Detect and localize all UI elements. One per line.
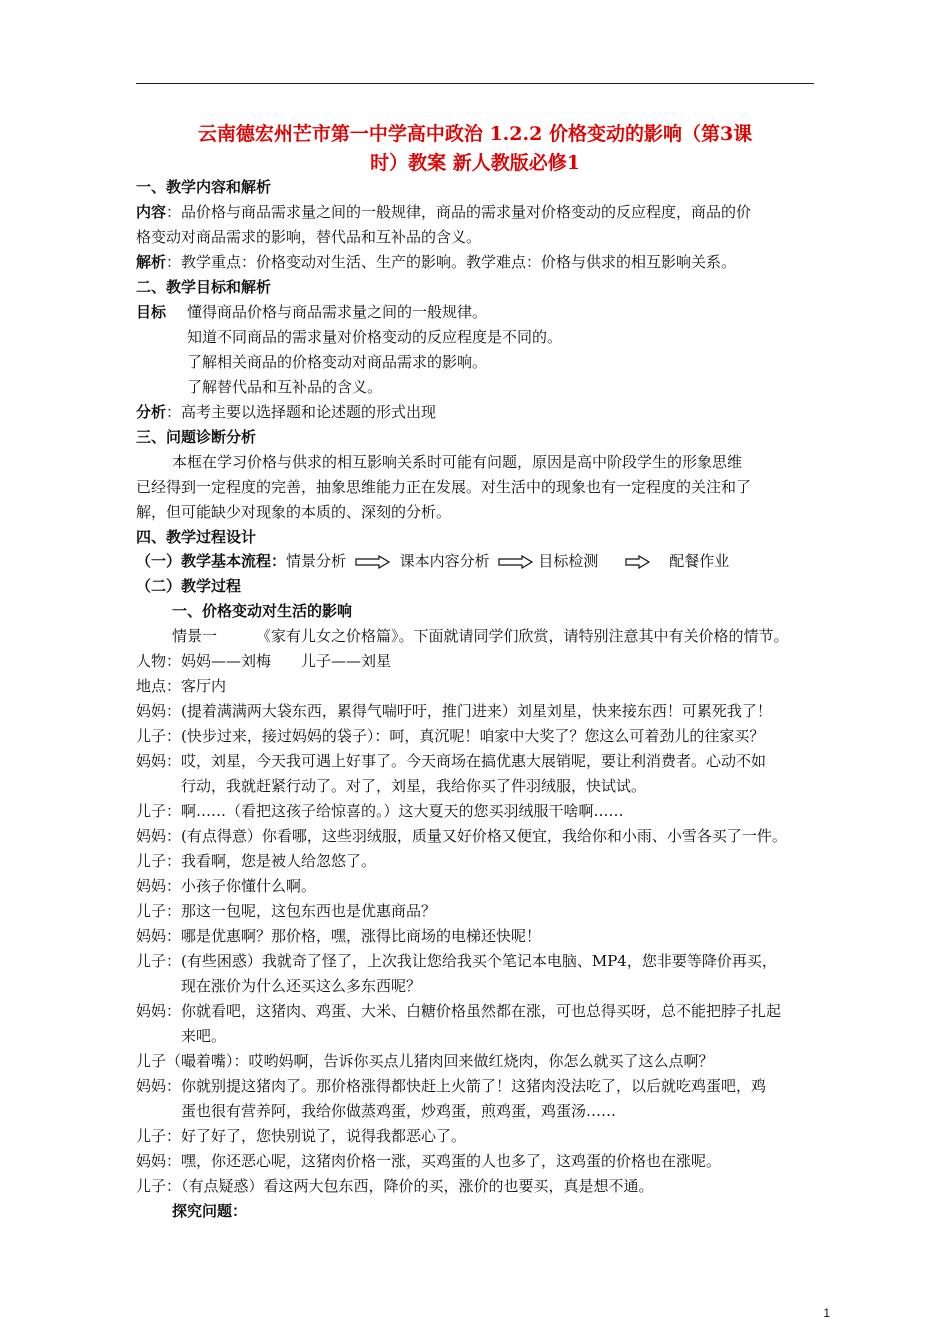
scene-label: 情景一 xyxy=(172,627,218,645)
analysis-label: 解析 xyxy=(136,253,167,271)
section-4-heading: 四、教学过程设计 xyxy=(136,528,257,546)
diagnosis-line: 解，但可能缺少对现象的本质的、深刻的分析。 xyxy=(136,503,452,521)
place-line: 地点：客厅内 xyxy=(136,677,227,695)
analysis-2-label: 分析 xyxy=(136,403,167,421)
arrow-right-icon xyxy=(355,555,391,569)
diagnosis-line: 本框在学习价格与供求的相互影响关系时可能有问题，原因是高中阶段学生的形象思维 xyxy=(172,453,743,471)
dialogue-line: 行动，我就赶紧行动了。对了，刘星，我给你买了件羽绒服，快试试。 xyxy=(136,777,647,795)
analysis-2-text: ：高考主要以选择题和论述题的形式出现 xyxy=(166,403,437,421)
goal-item: 了解替代品和互补品的含义。 xyxy=(187,378,383,396)
diagnosis-line: 已经得到一定程度的完善，抽象思维能力正在发展。对生活中的现象也有一定程度的关注和了 xyxy=(136,478,752,496)
dialogue-line: 妈妈：你就别提这猪肉了。那价格涨得都快赶上火箭了！这猪肉没法吃了，以后就吃鸡蛋吧，鸡 xyxy=(136,1077,767,1095)
dialogue-line: 现在涨价为什么还买这么多东西呢？ xyxy=(136,977,422,995)
goal-label: 目标 xyxy=(136,303,167,321)
flow-step: 配餐作业 xyxy=(669,552,730,570)
analysis-line xyxy=(136,251,736,273)
flow-label: （一）教学基本流程： xyxy=(136,552,287,570)
dialogue-line: 妈妈：嘿，你还恶心呢，这猪肉价格一涨，买鸡蛋的人也多了，这鸡蛋的价格也在涨呢。 xyxy=(136,1152,722,1170)
characters-line: 人物：妈妈——刘梅 儿子——刘星 xyxy=(136,652,392,670)
dialogue-line: 儿子：（有点疑惑）看这两大包东西，降价的买，涨价的也要买，真是想不通。 xyxy=(136,1177,654,1195)
dialogue-line: 妈妈：哎，刘星，今天我可遇上好事了。今天商场在搞优惠大展销呢，要让利消费者。心动不如 xyxy=(136,752,767,770)
content-label: 内容 xyxy=(136,203,167,221)
content-line-2: 格变动对商品需求的影响，替代品和互补品的含义。 xyxy=(136,228,482,246)
dialogue-line: 儿子（嘬着嘴）：哎哟妈啊，告诉你买点儿猪肉回来做红烧肉，你怎么就买了这么点啊？ xyxy=(136,1052,714,1070)
goal-item: 知道不同商品的需求量对价格变动的反应程度是不同的。 xyxy=(187,328,563,346)
dialogue-line: 妈妈：你就看吧，这猪肉、鸡蛋、大米、白糖价格虽然都在涨，可也总得买呀，总不能把脖子扎起 xyxy=(136,1002,782,1020)
dialogue-line: 儿子：啊……（看把这孩子给惊喜的。）这大夏天的您买羽绒服干啥啊…… xyxy=(136,802,624,820)
flow-step: 课本内容分析 xyxy=(399,552,490,570)
section-2-heading: 二、教学目标和解析 xyxy=(136,278,272,296)
scene-text: 《家有儿女之价格篇》。下面就请同学们欣赏，请特别注意其中有关价格的情节。 xyxy=(256,627,789,645)
analysis-text: ：教学重点：价格变动对生活、生产的影响。教学难点：价格与供求的相互影响关系。 xyxy=(166,253,737,271)
dialogue-line: 儿子：好了好了，您快别说了，说得我都恶心了。 xyxy=(136,1127,467,1145)
flow-step: 情景分析 xyxy=(286,552,347,570)
analysis-2-line xyxy=(136,401,436,423)
dialogue-line: 儿子：(有些困惑）我就奇了怪了，上次我让您给我买个笔记本电脑、MP4，您非要等降价再买， xyxy=(136,952,777,970)
content-text-1: ：品价格与商品需求量之间的一般规律，商品的需求量对价格变动的反应程度，商品的价 xyxy=(166,203,752,221)
subsection-heading: 一、价格变动对生活的影响 xyxy=(172,602,353,620)
explore-heading: 探究问题： xyxy=(172,1202,248,1220)
title-line-1: 云南德宏州芒市第一中学高中政治 1.2.2 价格变动的影响（第3课 xyxy=(197,123,753,145)
goal-item: 了解相关商品的价格变动对商品需求的影响。 xyxy=(187,353,488,371)
dialogue-line: 蛋也很有营养阿，我给你做蒸鸡蛋，炒鸡蛋，煎鸡蛋，鸡蛋汤…… xyxy=(136,1102,617,1120)
section-3-heading: 三、问题诊断分析 xyxy=(136,428,257,446)
document-title xyxy=(136,120,814,178)
flow-line xyxy=(136,550,729,572)
dialogue-line: 妈妈：(提着满满两大袋东西，累得气喘吁吁，推门进来）刘星刘星，快来接东西！可累死我了！ xyxy=(136,702,772,720)
arrow-right-icon xyxy=(625,555,651,569)
header-rule xyxy=(136,83,814,84)
content-line-1 xyxy=(136,201,751,223)
goal-item: 懂得商品价格与商品需求量之间的一般规律。 xyxy=(187,303,488,321)
dialogue-line: 妈妈：哪是优惠啊？那价格，嘿，涨得比商场的电梯还快呢！ xyxy=(136,927,542,945)
page-number: 1 xyxy=(823,1306,830,1320)
dialogue-line: 来吧。 xyxy=(136,1027,227,1045)
dialogue-line: 儿子：那这一包呢，这包东西也是优惠商品？ xyxy=(136,902,437,920)
section-1-heading: 一、教学内容和解析 xyxy=(136,178,272,196)
dialogue-line: 妈妈：(有点得意）你看哪，这些羽绒服，质量又好价格又便宜，我给你和小雨、小雪各买了一件。 xyxy=(136,827,787,845)
title-line-2: 时）教案 新人教版必修1 xyxy=(370,152,580,174)
dialogue-line: 儿子：我看啊，您是被人给忽悠了。 xyxy=(136,852,377,870)
arrow-right-icon xyxy=(498,555,534,569)
dialogue-line: 妈妈：小孩子你懂什么啊。 xyxy=(136,877,317,895)
dialogue-line: 儿子：(快步过来，接过妈妈的袋子）：呵，真沉呢！咱家中大奖了？您这么可着劲儿的往家买？ xyxy=(136,727,765,745)
flow-step: 目标检测 xyxy=(538,552,599,570)
process-label: （二）教学过程 xyxy=(136,577,242,595)
